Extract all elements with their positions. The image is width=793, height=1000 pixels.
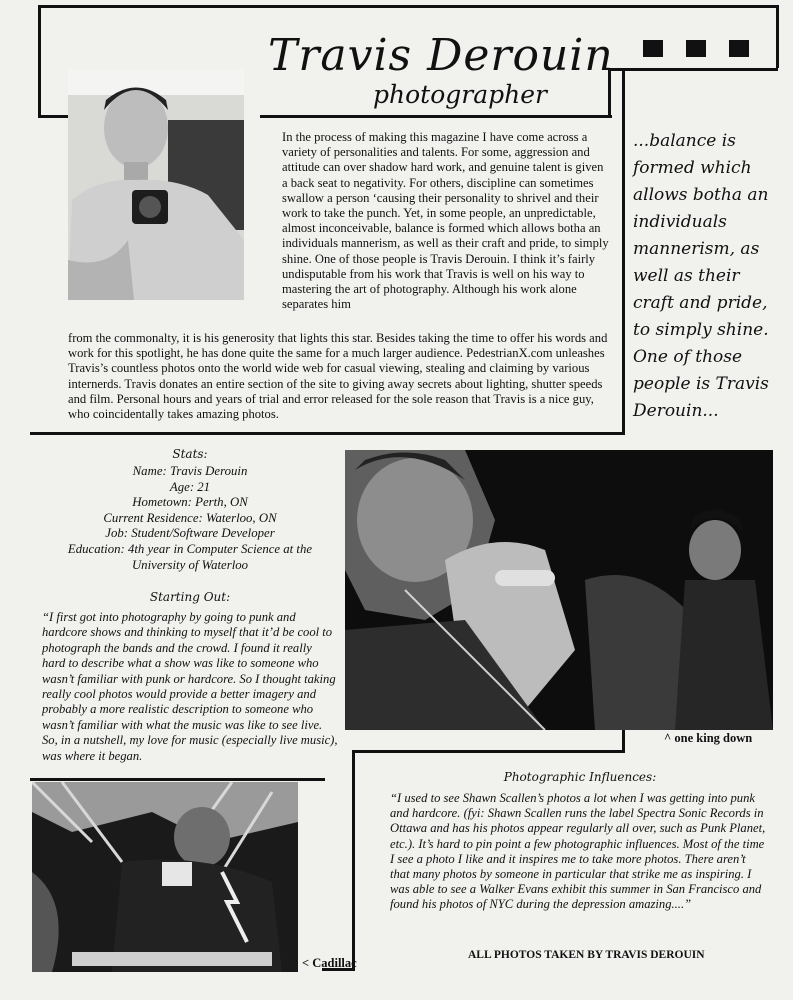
stats-education: Education: 4th year in Computer Science at the University of Waterloo — [67, 541, 313, 572]
pull-quote: ...balance is formed which allows botha an individuals mannerism, as well as their craft and pride, to simply shine. One of those people is Travis Derouin... — [633, 131, 769, 421]
concert-frame-line — [352, 750, 355, 970]
frame-top-line — [38, 5, 778, 8]
decorative-square — [686, 40, 706, 57]
portrait-photo — [68, 70, 244, 300]
page-title: Travis Derouin — [268, 30, 614, 81]
intro-paragraph: In the process of making this magazine I have come across a variety of personalities and talents. For some, aggression and attitude can over shadow hard work, and genuine talent is given a back seat to negativity. For others, discipline can sometimes swallow a person ‘causing their personality to shrivel and their work to take the punch. Yet, in some people, an unpredictable, almost inconceivable, balance is formed which allows botha an individuals mannerism, as well as their craft and pride, to simply shine. One of those people is Travis Derouin. I think it’s fairly undisputable from his work that Travis is well on his way to mastering the art of photography. Although his work alone separates him — [282, 130, 609, 312]
frame-left-line — [38, 5, 41, 117]
stats-residence: Current Residence: Waterloo, ON — [103, 510, 277, 525]
sidebar-divider-line — [622, 70, 625, 434]
stats-job: Job: Student/Software Developer — [105, 526, 275, 541]
photo-credit: ALL PHOTOS TAKEN BY TRAVIS DEROUIN — [468, 949, 705, 961]
page-subtitle: photographer — [373, 80, 547, 109]
stats-age: Age: 21 — [169, 479, 211, 494]
starting-heading: Starting Out: — [149, 590, 231, 604]
concert-frame-line — [352, 750, 625, 753]
influences-text: “I used to see Shawn Scallen’s photos a lot when I was getting into punk and hardcore. (fyi: Shawn Scallen runs the label Spectra Sonic Records in Ottawa and has his photos appear regularly all over, such as Punk Planet, etc.). It’s hard to pin point a few photographic influences. Most of the time I see a photo I like and it inspires me to take more photos. There aren’t that many photos by someone in particular that strike me as inspiring. I was able to see a Walker Evans exhibit this summer in San Francisco and found his photos of NYC during the depression amazing....” — [390, 791, 766, 912]
stats-heading: Stats: — [172, 447, 208, 461]
starting-text: “I first got into photography by going to punk and hardcore shows and thinking to myself that it’d be cool to photograph the bands and the crowd. I found it really hard to describe what a show was like to someone who wasn’t familiar with punk or hardcore. So I thought taking really cool photos would provide a better imagery and probably a more realistic description to someone who wasn’t familiar with what the music was like to see live. So, in a nutshell, my love for music (especially live music), was where it began. — [42, 610, 338, 763]
header-rule-line — [260, 115, 612, 118]
concert-photo — [345, 450, 773, 730]
concert-caption: ^ one king down — [664, 731, 753, 745]
stats-name: Name: Travis Derouin — [132, 464, 248, 478]
intro-paragraph-continued: from the commonalty, it is his generosity that lights this star. Besides taking the time to offer his words and work for this spotlight, he has done quite the same for a much larger audience. PedestrianX.com unleashes Travis’s countless photos onto the world wide web for casual viewing, stealing and claiming by various internerds. Travis donates an entire section of the site to giving away secrets about lighting, shutter speeds and film. Personal hours and years of trial and error released for the sole reason that Travis is a nice guy, who coincidentally takes amazing photos. — [68, 331, 608, 422]
bottom-left-line — [30, 778, 325, 781]
cadillac-caption: < Cadillac — [302, 956, 357, 970]
header-step-line — [608, 68, 778, 71]
decorative-square — [643, 40, 663, 57]
influences-heading: Photographic Influences: — [503, 770, 657, 784]
frame-right-upper-line — [776, 5, 779, 68]
intro-bottom-line — [30, 432, 625, 435]
stats-hometown: Hometown: Perth, ON — [132, 495, 248, 510]
concert-frame-line — [622, 730, 625, 752]
cadillac-photo — [32, 782, 298, 972]
decorative-square — [729, 40, 749, 57]
stats-block — [42, 464, 338, 573]
